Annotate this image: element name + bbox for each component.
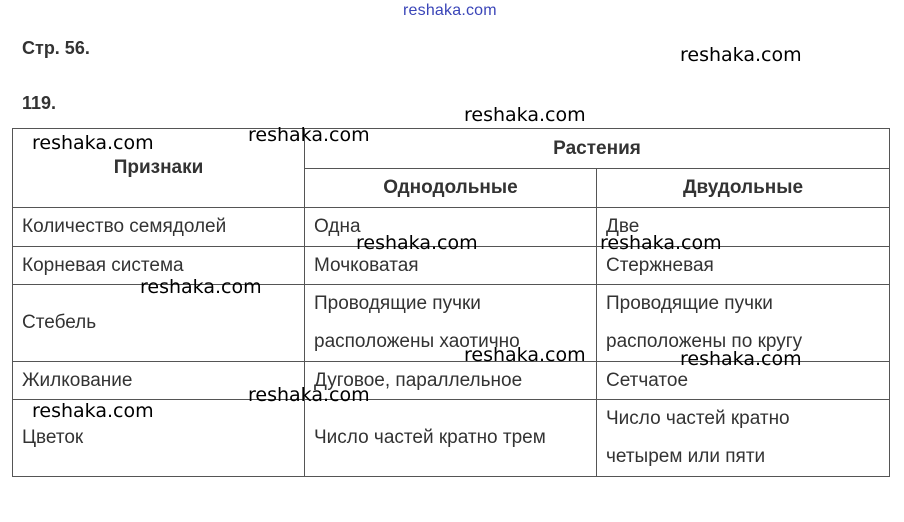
header-monocots: Однодольные	[305, 169, 597, 208]
header-dicots: Двудольные	[597, 169, 890, 208]
watermark: reshaka.com	[680, 348, 802, 370]
monocot-cell: Одна	[305, 208, 597, 247]
dicot-cell: Сетчатое	[597, 362, 890, 400]
cell-line: Число частей кратно	[606, 408, 790, 429]
site-watermark-top: reshaka.com	[403, 2, 497, 19]
feature-cell: Цветок	[13, 400, 305, 477]
feature-cell: Количество семядолей	[13, 208, 305, 247]
plants-comparison-table	[12, 128, 890, 477]
dicot-cell: Две	[597, 208, 890, 247]
cell-line: расположены хаотично	[314, 331, 520, 352]
watermark: reshaka.com	[140, 276, 262, 298]
feature-cell: Стебель	[13, 285, 305, 362]
monocot-cell: Мочковатая	[305, 247, 597, 285]
watermark: reshaka.com	[32, 132, 154, 154]
watermark: reshaka.com	[464, 104, 586, 126]
monocot-cell: Дуговое, параллельное	[305, 362, 597, 400]
watermark: reshaka.com	[248, 124, 370, 146]
monocot-cell: Число частей кратно трем	[305, 400, 597, 477]
dicot-cell	[597, 400, 890, 477]
watermark: reshaka.com	[680, 44, 802, 66]
cell-line: Проводящие пучки	[606, 293, 773, 314]
task-number: 119.	[22, 93, 57, 113]
watermark: reshaka.com	[32, 400, 154, 422]
watermark: reshaka.com	[248, 384, 370, 406]
feature-cell: Корневая система	[13, 247, 305, 285]
dicot-cell: Стержневая	[597, 247, 890, 285]
watermark: reshaka.com	[464, 344, 586, 366]
header-plants: Растения	[305, 129, 890, 169]
page-label: Стр. 56.	[22, 38, 90, 58]
watermark: reshaka.com	[356, 232, 478, 254]
cell-line: четырем или пяти	[606, 446, 766, 467]
cell-line: Проводящие пучки	[314, 293, 481, 314]
feature-cell: Жилкование	[13, 362, 305, 400]
watermark: reshaka.com	[600, 232, 722, 254]
header-features: Признаки	[13, 129, 305, 208]
cell-line: расположены по кругу	[606, 331, 803, 352]
